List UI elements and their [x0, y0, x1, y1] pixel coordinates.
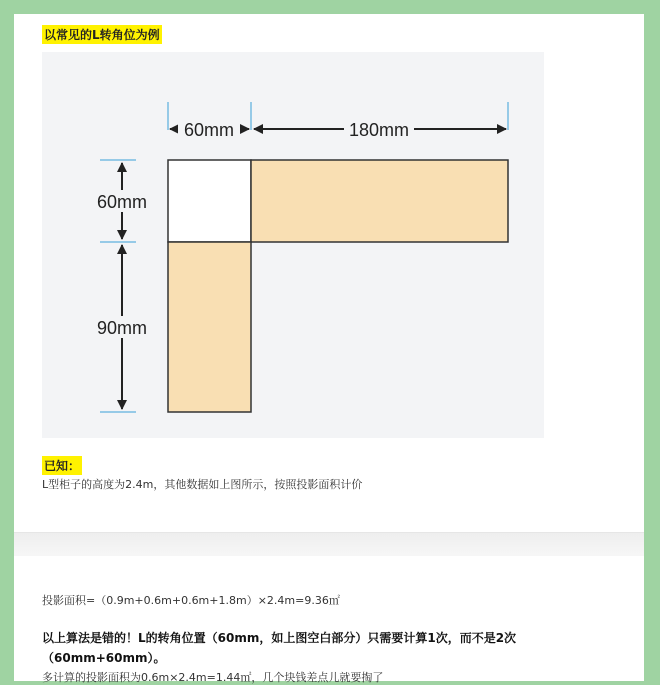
calculation-section [14, 556, 644, 684]
diagram-section [14, 14, 644, 532]
extra-area-text: 多计算的投影面积为0.6m×2.4m=1.44㎡，几个块钱差点儿就要掏了 [42, 671, 384, 684]
dimension-label-left-lower: 90mm [96, 318, 148, 338]
cabinet-left-section [168, 242, 251, 412]
dimension-label-top-right: 180mm [348, 120, 410, 140]
l-corner-diagram [42, 52, 544, 438]
l-corner-diagram-svg [42, 52, 544, 438]
section-heading: 以常见的L转角位为例 [42, 25, 162, 44]
content-frame [14, 14, 644, 684]
cabinet-top-section [251, 160, 508, 242]
known-text: L型柜子的高度为2.4m，其他数据如上图所示，按照投影面积计价 [42, 478, 363, 491]
section-divider [14, 532, 644, 557]
error-text: 以上算法是错的！L的转角位置（60mm，如上图空白部分）只需要计算1次，而不是2次（60mm+60mm）。 [42, 631, 517, 665]
formula-text: 投影面积=（0.9m+0.6m+0.6m+1.8m）×2.4m=9.36㎡ [42, 594, 340, 607]
corner-blank-cell [168, 160, 251, 242]
dimension-label-left-upper: 60mm [96, 192, 148, 212]
dimension-label-top-left: 60mm [183, 120, 235, 140]
known-label: 已知： [42, 456, 82, 475]
